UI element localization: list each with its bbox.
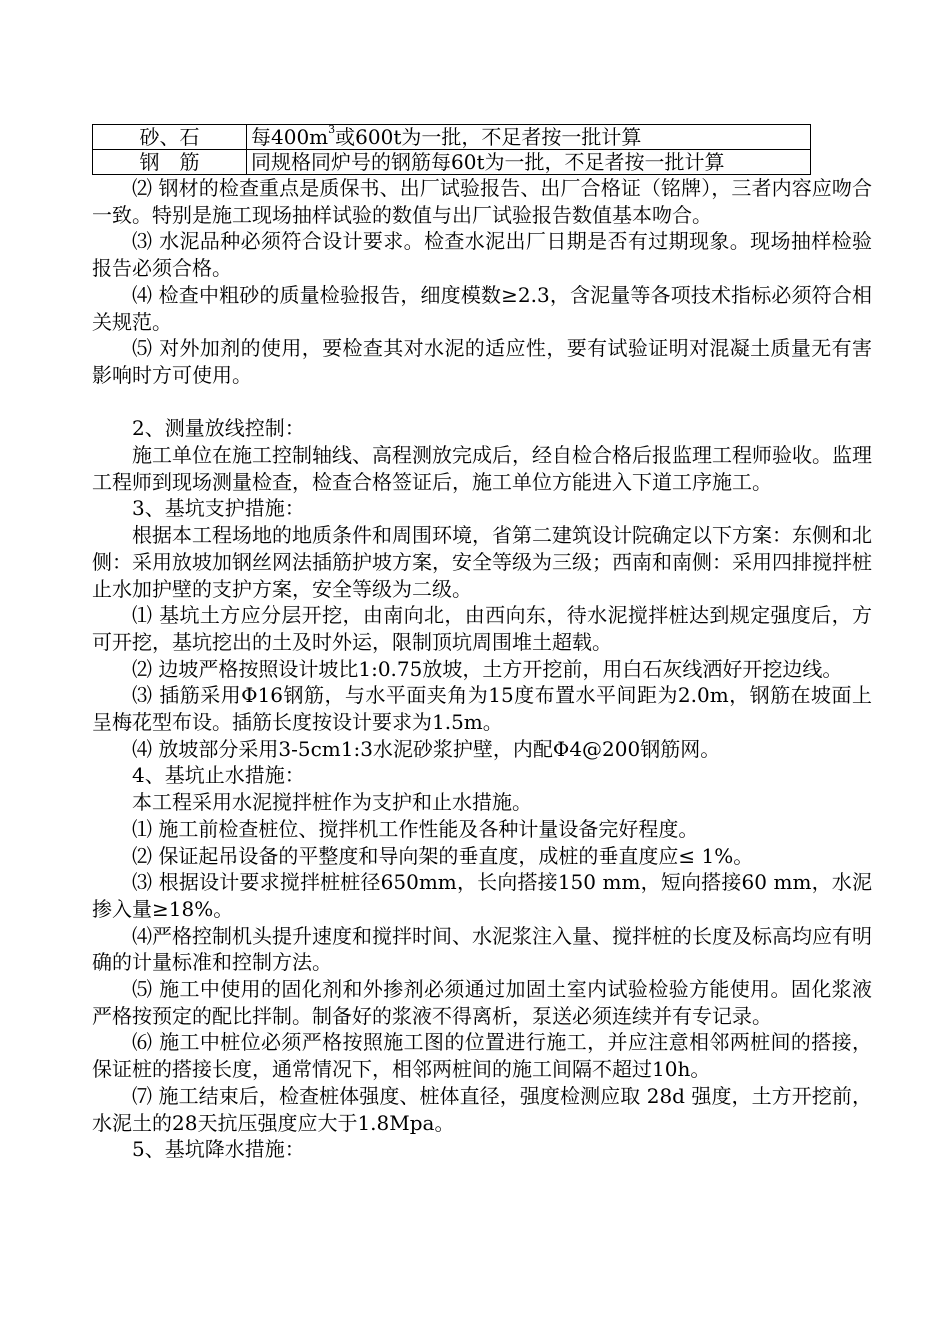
table-row <box>93 150 811 175</box>
paragraph: ⑴ 基坑土方应分层开挖，由南向北，由西向东，待水泥搅拌桩达到规定强度后，方可开挖，基坑挖出的土及时外运，限制顶坑周围堆土超载。 <box>92 603 872 654</box>
paragraph: ⑸ 对外加剂的使用，要检查其对水泥的适应性，要有试验证明对混凝土质量无有害影响时方可使用。 <box>92 336 872 387</box>
table-row <box>93 125 811 150</box>
paragraph: 施工单位在施工控制轴线、高程测放完成后，经自检合格后报监理工程师验收。监理工程师到现场测量检查，检查合格签证后，施工单位方能进入下道工序施工。 <box>92 443 872 494</box>
paragraph: ⑺ 施工结束后，检查桩体强度、桩体直径，强度检测应取 28d 强度，土方开挖前，水泥土的28天抗压强度应大于1.8Mpa。 <box>92 1083 872 1135</box>
material-batch-table <box>92 124 811 175</box>
material-name-cell: 砂、石 <box>93 125 247 150</box>
batch-rule-cell <box>247 125 811 150</box>
superscript: 3 <box>328 123 336 136</box>
material-name-cell: 钢 筋 <box>93 150 247 175</box>
section-heading: 2、测量放线控制： <box>132 416 305 441</box>
batch-rule-text: 或600t为一批，不足者按一批计算 <box>335 125 642 149</box>
paragraph: ⑷ 放坡部分采用3-5cm1:3水泥砂浆护壁，内配Φ4@200钢筋网。 <box>132 736 721 761</box>
batch-rule-text: 每400m <box>251 125 329 149</box>
paragraph: ⑵ 钢材的检查重点是质保书、出厂试验报告、出厂合格证（铭牌），三者内容应吻合一致。特别是施工现场抽样试验的数值与出厂试验报告数值基本吻合。 <box>92 176 872 227</box>
paragraph: 根据本工程场地的地质条件和周围环境，省第二建筑设计院确定以下方案：东侧和北侧：采用放坡加钢丝网法插筋护坡方案，安全等级为三级；西南和南侧：采用四排搅拌桩止水加护壁的支护方案，安全等级为二级。 <box>92 523 872 601</box>
batch-rule-cell <box>247 150 811 175</box>
paragraph: ⑷ 检查中粗砂的质量检验报告，细度模数≥2.3，含泥量等各项技术指标必须符合相关规范。 <box>92 282 872 334</box>
section-heading: 4、基坑止水措施： <box>132 763 305 788</box>
paragraph: ⑶ 插筋采用Φ16钢筋，与水平面夹角为15度布置水平间距为2.0m，钢筋在坡面上呈梅花型布设。插筋长度按设计要求为1.5m。 <box>92 683 872 735</box>
paragraph: ⑶ 水泥品种必须符合设计要求。检查水泥出厂日期是否有过期现象。现场抽样检验报告必须合格。 <box>92 229 872 281</box>
paragraph: ⑴ 施工前检查桩位、搅拌机工作性能及各种计量设备完好程度。 <box>132 816 699 841</box>
paragraph: ⑶ 根据设计要求搅拌桩桩径650mm，长向搭接150 mm，短向搭接60 mm，水泥掺入量≥18%。 <box>92 870 872 921</box>
paragraph: ⑸ 施工中使用的固化剂和外掺剂必须通过加固土室内试验检验方能使用。固化浆液严格按预定的配比拌制。制备好的浆液不得离析，泵送必须连续并有专记录。 <box>92 977 872 1028</box>
paragraph: ⑹ 施工中桩位必须严格按照施工图的位置进行施工，并应注意相邻两桩间的搭接，保证桩的搭接长度，通常情况下，相邻两桩间的施工间隔不超过10h。 <box>92 1030 872 1082</box>
paragraph: ⑵ 保证起吊设备的平整度和导向架的垂直度，成桩的垂直度应≤ 1%。 <box>132 843 754 868</box>
section-heading: 5、基坑降水措施： <box>132 1137 305 1162</box>
batch-rule-text: 同规格同炉号的钢筋每60t为一批，不足者按一批计算 <box>251 150 725 174</box>
section-heading: 3、基坑支护措施： <box>132 496 305 521</box>
paragraph: 本工程采用水泥搅拌桩作为支护和止水措施。 <box>132 790 532 815</box>
document-body <box>92 175 872 1163</box>
paragraph: ⑷严格控制机头提升速度和搅拌时间、水泥浆注入量、搅拌桩的长度及标高均应有明确的计量标准和控制方法。 <box>92 923 872 975</box>
paragraph: ⑵ 边坡严格按照设计坡比1:0.75放坡，土方开挖前，用白石灰线洒好开挖边线。 <box>132 656 843 681</box>
